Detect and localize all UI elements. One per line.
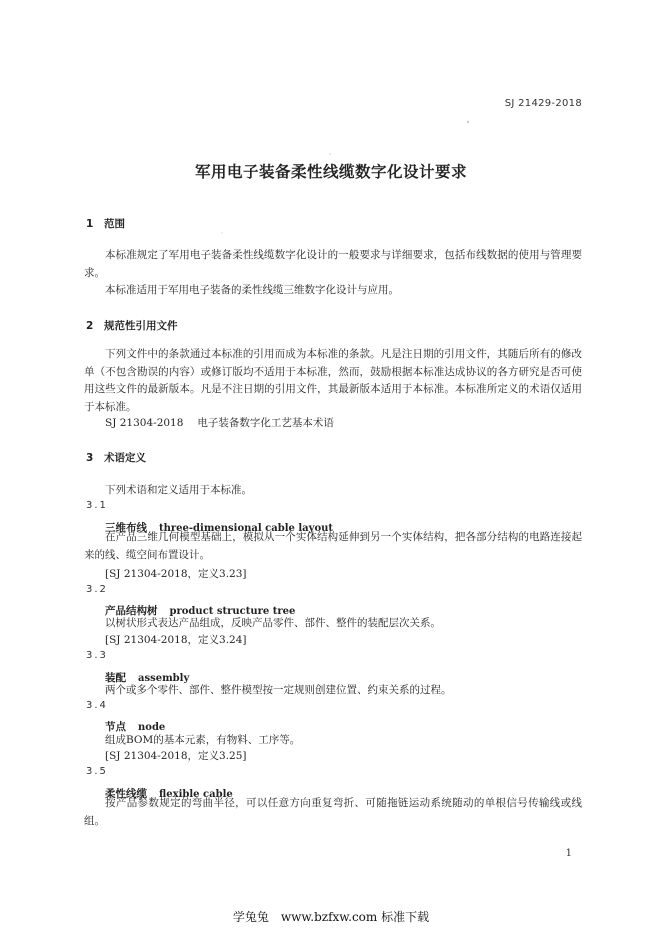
- section-title: 规范性引用文件: [104, 320, 178, 332]
- reference-code: SJ 21304-2018: [105, 417, 184, 429]
- term-chinese: 产品结构树: [105, 605, 158, 617]
- term-chinese: 三维布线: [105, 522, 147, 534]
- document-title: 军用电子装备柔性线缆数字化设计要求: [194, 163, 467, 181]
- term-definition: 按产品参数规定的弯曲半径，可以任意方向重复弯折、可随拖链运动系统随动的单根信号传输线或线组。: [84, 797, 582, 827]
- term-definition: 在产品三维几何模型基础上，模拟从一个实体结构延伸到另一个实体结构，把各部分结构的电路连接起来的线、缆空间布置设计。: [84, 531, 582, 561]
- term-english: assembly: [138, 673, 190, 684]
- standard-code: SJ 21429-2018: [504, 98, 582, 109]
- term-chinese: 节点: [105, 721, 126, 733]
- term-english: flexible cable: [159, 789, 233, 800]
- term-definition: 组成BOM的基本元素，有物料、工序等。: [105, 734, 301, 746]
- section-intro: 下列术语和定义适用于本标准。: [105, 484, 252, 496]
- paragraph: 下列文件中的条款通过本标准的引用而成为本标准的条款。凡是注日期的引用文件，其随后所有的修改单（不包含勘误的内容）或修订版均不适用于本标准，然而，鼓励根据本标准达成协议的各方研究是否可使用这些文件的最新版本。凡是不注日期的引用文件，其最新版本适用于本标准。本标准所定义的术语仅适用于本标准。: [84, 348, 582, 413]
- section-title: 术语定义: [104, 452, 146, 464]
- paragraph: 本标准规定了军用电子装备柔性线缆数字化设计的一般要求与详细要求，包括布线数据的使用与管理要求。: [84, 249, 582, 279]
- term-english: product structure tree: [169, 606, 296, 617]
- section-number: 3: [86, 452, 94, 464]
- reference-title: 电子装备数字化工艺基本术语: [197, 417, 334, 429]
- term-chinese: 柔性线缆: [105, 788, 147, 800]
- page-number: 1: [565, 848, 572, 859]
- term-english: three-dimensional cable layout: [159, 523, 334, 534]
- clause-number: 3.4: [86, 700, 108, 711]
- term-chinese: 装配: [105, 672, 126, 684]
- term-definition: 以树状形式表达产品组成，反映产品零件、部件、整件的装配层次关系。: [105, 617, 441, 629]
- section-number: 1: [86, 218, 94, 230]
- section-title: 范围: [104, 218, 125, 230]
- section-number: 2: [86, 320, 94, 332]
- clause-number: 3.5: [86, 766, 108, 777]
- clause-number: 3.2: [86, 584, 108, 595]
- term-source: [SJ 21304-2018，定义3.24]: [105, 634, 247, 646]
- term-definition: 两个或多个零件、部件、整件模型按一定规则创建位置、约束关系的过程。: [105, 684, 452, 696]
- term-english: node: [138, 722, 166, 733]
- paragraph: 本标准适用于军用电子装备的柔性线缆三维数字化设计与应用。: [105, 284, 399, 296]
- term-source: [SJ 21304-2018，定义3.25]: [105, 750, 247, 762]
- clause-number: 3.3: [86, 650, 108, 661]
- clause-number: 3.1: [86, 500, 108, 511]
- term-source: [SJ 21304-2018，定义3.23]: [105, 568, 247, 580]
- footer-watermark: 学兔兔 www.bzfxw.com 标准下载: [232, 910, 430, 924]
